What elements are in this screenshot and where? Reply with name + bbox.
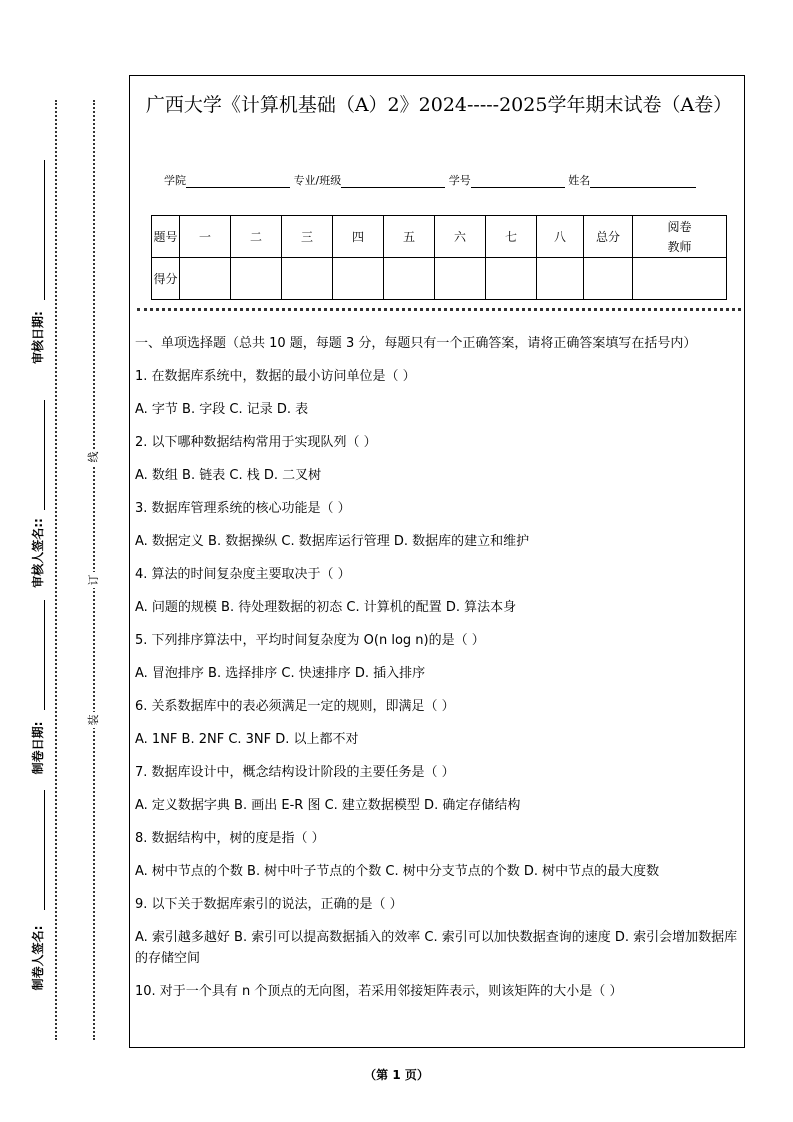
- question-4: 4. 算法的时间复杂度主要取决于（ ）: [135, 567, 351, 582]
- question-section: [135, 333, 739, 1002]
- score-table: [151, 215, 727, 300]
- section-separator: [137, 308, 741, 311]
- binding-dotted-line-inner: [93, 100, 95, 1040]
- binding-mark-zhuang: 装: [86, 712, 102, 728]
- student-id-field[interactable]: [471, 174, 565, 188]
- reviewer-sign-label: 审核人签名::: [31, 518, 45, 588]
- student-id-label: 学号: [448, 174, 471, 187]
- college-label: 学院: [164, 174, 186, 187]
- score-col-6: 六: [435, 216, 486, 258]
- question-9: 9. 以下关于数据库索引的说法，正确的是（ ）: [135, 897, 403, 912]
- binding-mark-ding: 订: [86, 572, 102, 588]
- score-cell[interactable]: [231, 258, 282, 300]
- maker-sign-label: 制卷人签名:: [31, 925, 45, 991]
- name-field[interactable]: [590, 174, 696, 188]
- question-7-options: A. 定义数据字典 B. 画出 E-R 图 C. 建立数据模型 D. 确定存储结构: [135, 798, 521, 813]
- question-9-options: A. 索引越多越好 B. 索引可以提高数据插入的效率 C. 索引可以加快数据查询的速度 D. 索引会增加数据库的存储空间: [135, 930, 738, 966]
- question-8-options: A. 树中节点的个数 B. 树中叶子节点的个数 C. 树中分支节点的个数 D. 树中节点的最大度数: [135, 864, 660, 879]
- score-col-2: 二: [231, 216, 282, 258]
- score-table-row1-head: 题号: [152, 216, 180, 258]
- question-1-options: A. 字节 B. 字段 C. 记录 D. 表: [135, 402, 309, 417]
- score-cell[interactable]: [282, 258, 333, 300]
- score-cell[interactable]: [633, 258, 727, 300]
- maker-sign-line: [44, 790, 45, 910]
- question-3-options: A. 数据定义 B. 数据操纵 C. 数据库运行管理 D. 数据库的建立和维护: [135, 534, 530, 549]
- question-10: 10. 对于一个具有 n 个顶点的无向图，若采用邻接矩阵表示，则该矩阵的大小是（ ）: [135, 984, 623, 999]
- score-col-grader: 阅卷教师: [633, 216, 727, 258]
- question-2-options: A. 数组 B. 链表 C. 栈 D. 二叉树: [135, 468, 322, 483]
- college-field[interactable]: [186, 174, 290, 188]
- maker-date-label: 制卷日期:: [31, 721, 45, 775]
- score-col-8: 八: [537, 216, 584, 258]
- name-label: 姓名: [568, 174, 591, 187]
- score-cell[interactable]: [486, 258, 537, 300]
- score-cell[interactable]: [584, 258, 633, 300]
- score-cell[interactable]: [537, 258, 584, 300]
- score-table-row2-head: 得分: [152, 258, 180, 300]
- binding-mark-xian: 线: [86, 449, 102, 465]
- reviewer-date-line: [44, 160, 45, 300]
- question-4-options: A. 问题的规模 B. 待处理数据的初态 C. 计算机的配置 D. 算法本身: [135, 600, 517, 615]
- question-7: 7. 数据库设计中，概念结构设计阶段的主要任务是（ ）: [135, 765, 455, 780]
- question-6-options: A. 1NF B. 2NF C. 3NF D. 以上都不对: [135, 732, 359, 747]
- score-cell[interactable]: [435, 258, 486, 300]
- score-cell[interactable]: [180, 258, 231, 300]
- reviewer-date-label: 审核日期:: [31, 311, 45, 364]
- score-col-total: 总分: [584, 216, 633, 258]
- question-5: 5. 下列排序算法中，平均时间复杂度为 O(n log n)的是（ ）: [135, 633, 485, 648]
- score-cell[interactable]: [333, 258, 384, 300]
- section-heading: 一、单项选择题（总共 10 题，每题 3 分，每题只有一个正确答案，请将正确答案填写在括号内）: [135, 336, 697, 351]
- score-cell[interactable]: [384, 258, 435, 300]
- student-info-row: [164, 172, 696, 188]
- major-label: 专业/班级: [293, 174, 342, 187]
- question-3: 3. 数据库管理系统的核心功能是（ ）: [135, 501, 351, 516]
- question-8: 8. 数据结构中，树的度是指（ ）: [135, 831, 325, 846]
- question-1: 1. 在数据库系统中，数据的最小访问单位是（ ）: [135, 369, 416, 384]
- binding-dotted-line-outer: [55, 100, 57, 1040]
- score-col-3: 三: [282, 216, 333, 258]
- question-5-options: A. 冒泡排序 B. 选择排序 C. 快速排序 D. 插入排序: [135, 666, 426, 681]
- score-col-4: 四: [333, 216, 384, 258]
- score-col-1: 一: [180, 216, 231, 258]
- score-col-7: 七: [486, 216, 537, 258]
- exam-title: 广西大学《计算机基础（A）2》2024-----2025学年期末试卷（A卷）: [145, 94, 733, 116]
- score-col-5: 五: [384, 216, 435, 258]
- question-2: 2. 以下哪种数据结构常用于实现队列（ ）: [135, 435, 377, 450]
- page-number: （第 1 页）: [364, 1068, 429, 1082]
- major-field[interactable]: [341, 174, 445, 188]
- question-6: 6. 关系数据库中的表必须满足一定的规则，即满足（ ）: [135, 699, 455, 714]
- reviewer-sign-line: [44, 400, 45, 510]
- maker-date-line: [44, 600, 45, 710]
